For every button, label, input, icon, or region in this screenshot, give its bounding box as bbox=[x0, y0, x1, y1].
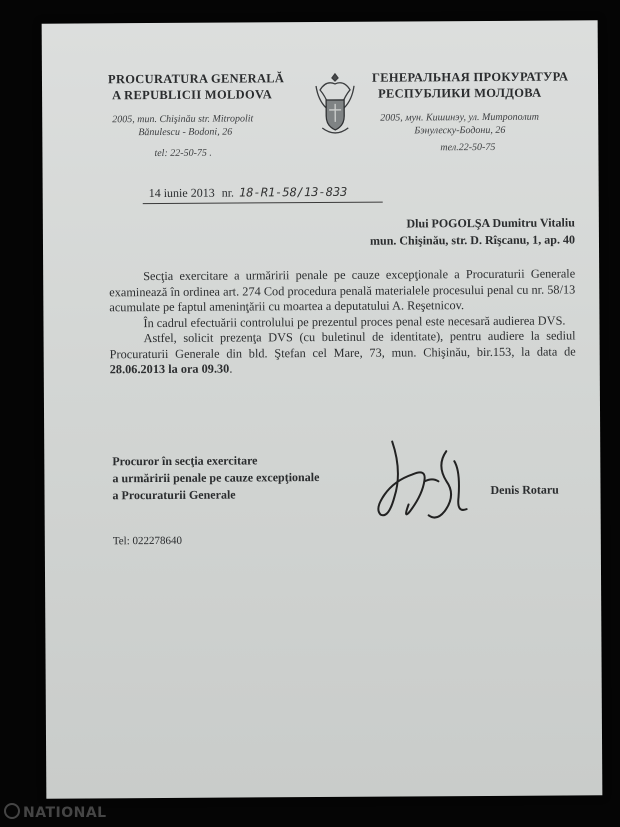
reference-nr-label: nr. bbox=[221, 185, 235, 200]
footer-tel: Tel: 022278640 bbox=[112, 534, 183, 548]
recipient-line1: Dlui POGOLŞA Dumitru Vitaliu bbox=[406, 215, 575, 231]
signature-title bbox=[112, 452, 392, 505]
header-right-title bbox=[372, 68, 582, 101]
reference-line bbox=[149, 185, 348, 201]
recipient-line2: mun. Chişinău, str. D. Rîşcanu, 1, ap. 40 bbox=[369, 232, 576, 248]
letter-body bbox=[109, 266, 576, 377]
header-left-title bbox=[108, 70, 298, 103]
letter-page bbox=[42, 20, 603, 798]
header-right-address bbox=[380, 110, 580, 137]
hearing-date: 28.06.2013 bbox=[109, 361, 166, 377]
reference-date: 14 iunie 2013 bbox=[148, 185, 215, 201]
header-right-tel: тел.22-50-75 bbox=[440, 141, 496, 154]
signature-line3: a Procuraturii Generale bbox=[112, 487, 236, 503]
recipient-block bbox=[283, 214, 575, 250]
header-left-address1: 2005, mun. Chişinău str. Mitropolit bbox=[112, 113, 254, 126]
header-left-address2: Bănulescu - Bodoni, 26 bbox=[138, 126, 233, 139]
handwritten-signature bbox=[374, 421, 485, 542]
coat-of-arms-icon bbox=[312, 70, 358, 142]
header-left-address bbox=[112, 112, 312, 139]
reference-number: 18-R1-58/13-833 bbox=[238, 184, 348, 200]
watermark-icon bbox=[4, 803, 20, 819]
header-left-line1: PROCURATURA GENERALĂ bbox=[107, 71, 285, 87]
body-paragraph-1: Secţia exercitare a urmăririi penale pe cauze excepţionale a Procuraturii Generale examinează în ordinea art. 274 Cod procedura penală materialele procesului penal cu nr. 58/13 acumulate pe faptul ameninţării cu moartea a deputatului A. Reşetnicov. bbox=[109, 266, 576, 315]
header-left-tel: tel: 22-50-75 . bbox=[154, 147, 212, 160]
watermark-logo bbox=[4, 803, 107, 821]
header-right-address1: 2005, мун. Кишинэу, ул. Митрополит bbox=[380, 111, 539, 124]
body-paragraph-2: În cadrul efectuării controlului pe prezentul proces penal este necesară audierea DVS. bbox=[143, 313, 566, 330]
body-paragraph-3: Astfel, solicit prezenţa DVS (cu buletinul de identitate), pentru audiere la sediul Procuraturii Generale din bld. Ştefan cel Mare, 73, mun. Chişinău, bir.153, la data de 28.06.2013 la ora 09.30. bbox=[109, 328, 576, 377]
header-left-line2: A REPUBLICII MOLDOVA bbox=[112, 87, 273, 103]
header-right-line1: ГЕНЕРАЛЬНАЯ ПРОКУРАТУРА bbox=[371, 69, 569, 85]
header-right-line2: РЕСПУБЛИКИ МОЛДОВА bbox=[378, 85, 542, 101]
signature-line1: Procuror în secţia exercitare bbox=[112, 453, 258, 469]
signature-line2: a urmăririi penale pe cauze excepţionale bbox=[112, 470, 320, 486]
watermark-text: NATIONAL bbox=[23, 805, 107, 821]
header-right-address2: Бэнулеску-Бодони, 26 bbox=[414, 124, 506, 137]
signature-name: Denis Rotaru bbox=[490, 482, 559, 497]
hearing-time: 09.30 bbox=[201, 361, 230, 376]
reference-underline bbox=[143, 202, 383, 204]
